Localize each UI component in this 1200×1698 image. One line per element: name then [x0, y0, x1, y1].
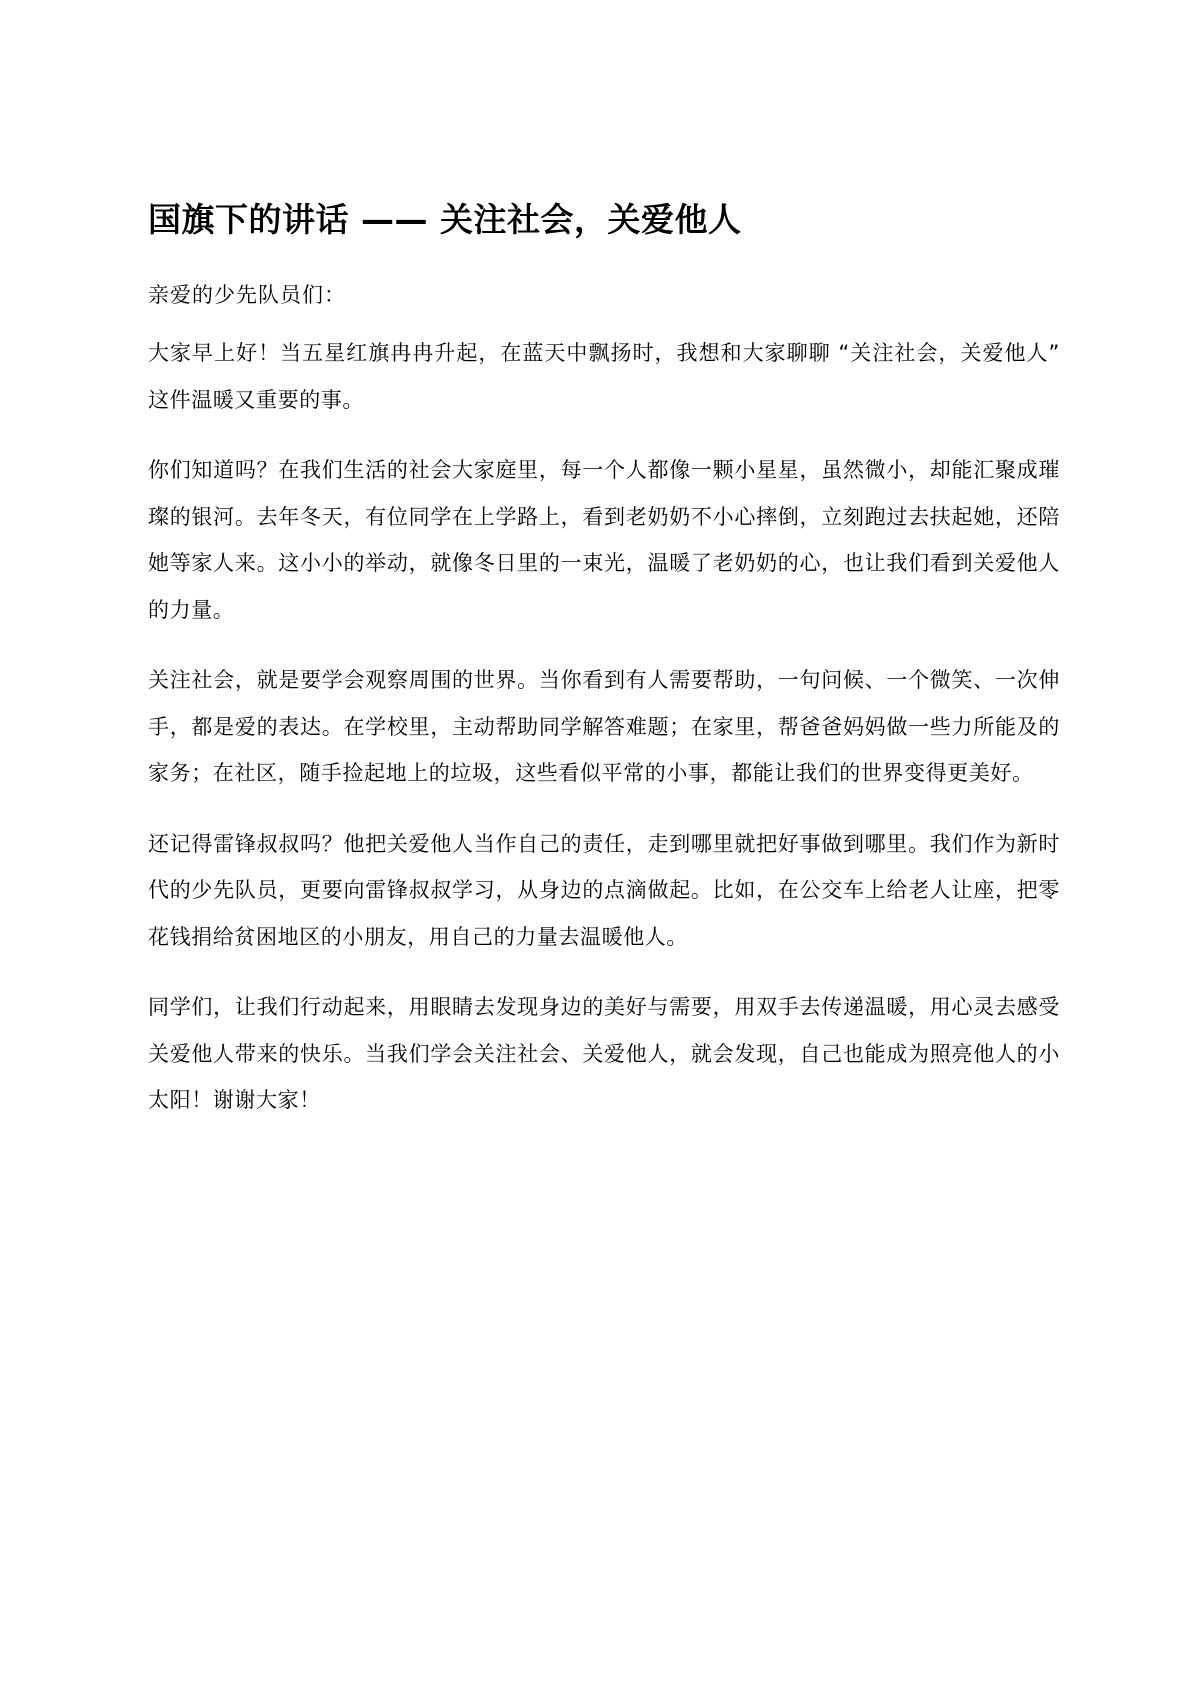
- document-title: 国旗下的讲话 —— 关注社会，关爱他人: [148, 200, 742, 239]
- paragraph-story: 你们知道吗？在我们生活的社会大家庭里，每一个人都像一颗小星星，虽然微小，却能汇聚成璀璨的银河。去年冬天，有位同学在上学路上，看到老奶奶不小心摔倒，立刻跑过去扶起她，还陪她等家人来。这小小的举动，就像冬日里的一束光，温暖了老奶奶的心，也让我们看到关爱他人的力量。: [148, 458, 1060, 622]
- document-page: [148, 196, 1060, 1124]
- paragraph-lei-feng: 还记得雷锋叔叔吗？他把关爱他人当作自己的责任，走到哪里就把好事做到哪里。我们作为新时代的少先队员，更要向雷锋叔叔学习，从身边的点滴做起。比如，在公交车上给老人让座，把零花钱捐给贫困地区的小朋友，用自己的力量去温暖他人。: [148, 831, 1060, 949]
- paragraph-greeting: 大家早上好！当五星红旗冉冉升起，在蓝天中飘扬时，我想和大家聊聊 “关注社会，关爱他人” 这件温暖又重要的事。: [148, 341, 1060, 412]
- salutation: 亲爱的少先队员们：: [148, 283, 346, 307]
- paragraph-closing: 同学们，让我们行动起来，用眼睛去发现身边的美好与需要，用双手去传递温暖，用心灵去感受关爱他人带来的快乐。当我们学会关注社会、关爱他人，就会发现，自己也能成为照亮他人的小太阳！谢谢大家！: [148, 995, 1060, 1112]
- paragraph-observe-society: 关注社会，就是要学会观察周围的世界。当你看到有人需要帮助，一句问候、一个微笑、一次伸手，都是爱的表达。在学校里，主动帮助同学解答难题；在家里，帮爸爸妈妈做一些力所能及的家务；在社区，随手捡起地上的垃圾，这些看似平常的小事，都能让我们的世界变得更美好。: [148, 668, 1060, 785]
